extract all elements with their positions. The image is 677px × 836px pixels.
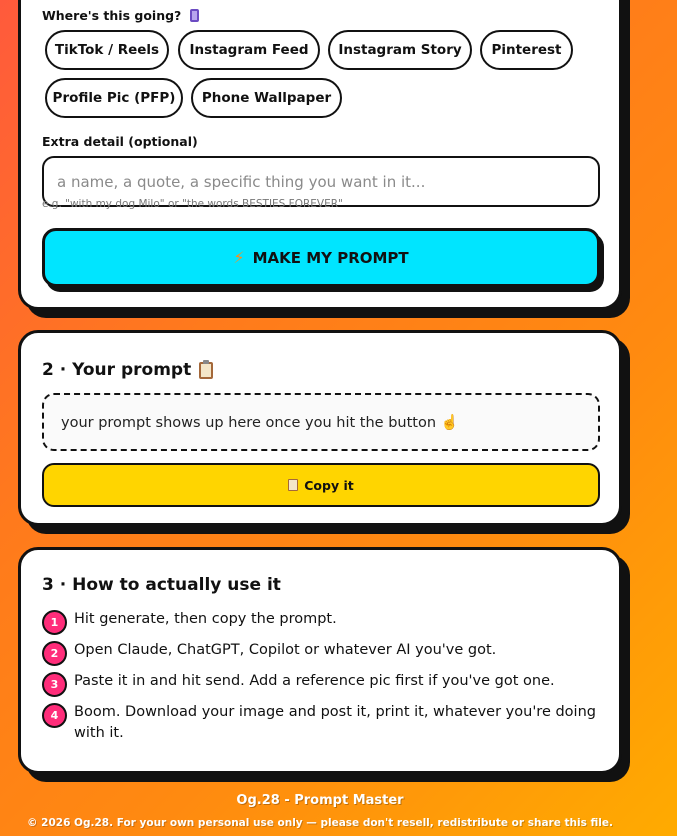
clipboard-icon: [288, 479, 298, 491]
footer-copyright: © 2026 Og.28. For your own personal use only — please don't resell, redistribute or share this file.: [27, 817, 613, 829]
option-pinterest[interactable]: Pinterest: [480, 30, 573, 70]
list-item: [42, 609, 602, 635]
make-prompt-button[interactable]: [42, 228, 600, 287]
options-card: [18, 0, 622, 310]
phone-icon: [190, 9, 199, 22]
list-item: [42, 702, 602, 744]
step-number: 3: [42, 672, 67, 697]
prompt-output-text: your prompt shows up here once you hit the button ☝️: [61, 414, 459, 431]
extra-detail-label: Extra detail (optional): [42, 134, 198, 149]
make-prompt-label: MAKE MY PROMPT: [252, 248, 409, 267]
destination-label: Where's this going?: [42, 8, 199, 23]
step-text: Hit generate, then copy the prompt.: [74, 611, 337, 627]
lightning-bolt-icon: ⚡: [233, 248, 245, 267]
prompt-output[interactable]: [42, 393, 600, 451]
extra-detail-hint: e.g. "with my dog Milo" or "the words BESTIES FOREVER": [42, 198, 343, 210]
prompt-card: [18, 330, 622, 526]
step-text: Open Claude, ChatGPT, Copilot or whatever AI you've got.: [74, 642, 497, 658]
option-instagram-story[interactable]: Instagram Story: [328, 30, 472, 70]
step-number: 1: [42, 610, 67, 635]
step-number: 4: [42, 703, 67, 728]
option-profile-pic[interactable]: Profile Pic (PFP): [45, 78, 183, 118]
step-number: 2: [42, 641, 67, 666]
step-text: Boom. Download your image and post it, print it, whatever you're doing with it.: [74, 704, 596, 741]
copy-button-label: Copy it: [304, 477, 354, 493]
howto-section-title: 3 · How to actually use it: [42, 575, 281, 595]
step-text: Paste it in and hit send. Add a reference pic first if you've got one.: [74, 673, 555, 689]
footer-title: Og.28 - Prompt Master: [236, 793, 404, 808]
list-item: [42, 671, 602, 697]
copy-button[interactable]: [42, 463, 600, 507]
prompt-section-title: 2 · Your prompt: [42, 360, 213, 380]
option-tiktok-reels[interactable]: TikTok / Reels: [45, 30, 169, 70]
clipboard-icon: [199, 362, 213, 379]
option-instagram-feed[interactable]: Instagram Feed: [178, 30, 320, 70]
option-phone-wallpaper[interactable]: Phone Wallpaper: [191, 78, 342, 118]
howto-card: [18, 547, 622, 774]
list-item: [42, 640, 602, 666]
